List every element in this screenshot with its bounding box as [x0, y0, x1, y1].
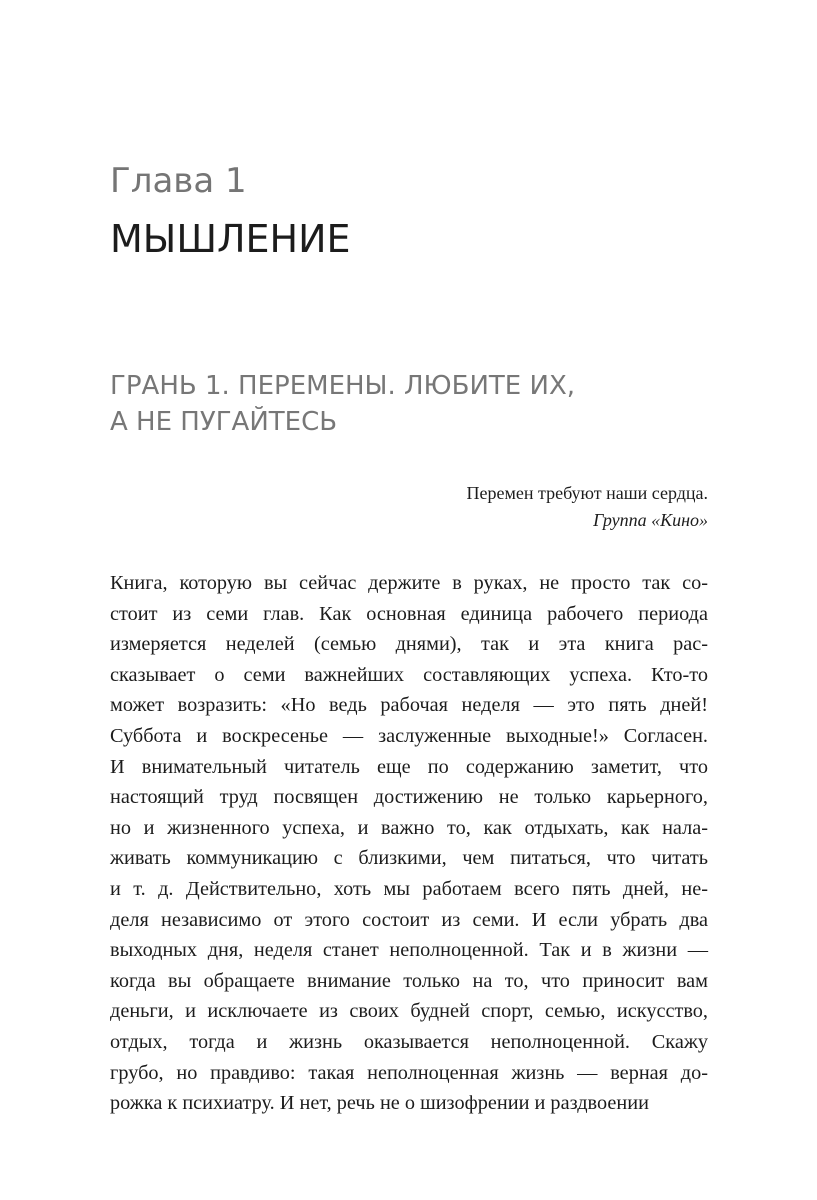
body-line: может возразить: «Но ведь рабочая неделя — это пять дней! — [110, 694, 708, 717]
epigraph-quote: Перемен требуют наши сердца. — [466, 483, 708, 503]
epigraph-author: Группа «Кино» — [593, 510, 708, 530]
body-line: но и жизненного успеха, и важно то, как отдыхать, как нала- — [110, 816, 708, 839]
body-line: отдых, тогда и жизнь оказывается неполноценной. Скажу — [110, 1030, 708, 1053]
body-line: стоит из семи глав. Как основная единица рабочего периода — [110, 602, 708, 625]
body-line: И внимательный читатель еще по содержанию заметит, что — [110, 755, 708, 778]
section-title-line: ГРАНЬ 1. ПЕРЕМЕНЫ. ЛЮБИТЕ ИХ, — [110, 371, 576, 401]
chapter-label: Глава 1 — [110, 161, 247, 201]
section-title-line: А НЕ ПУГАЙТЕСЬ — [110, 407, 338, 437]
body-line: измеряется неделей (семью днями), так и эта книга рас- — [110, 633, 708, 656]
body-line: Книга, которую вы сейчас держите в руках, не просто так со- — [110, 572, 708, 594]
body-text — [110, 568, 708, 1119]
body-line: и т. д. Действительно, хоть мы работаем всего пять дней, не- — [110, 877, 708, 900]
body-line: деньги, и исключаете из своих будней спорт, семью, искусство, — [110, 1000, 708, 1023]
body-line: живать коммуникацию с близкими, чем питаться, что читать — [110, 847, 708, 870]
body-line: сказывает о семи важнейших составляющих успеха. Кто-то — [110, 663, 708, 686]
epigraph — [300, 480, 708, 534]
body-line: Суббота и воскресенье — заслуженные выходные!» Согласен. — [110, 724, 708, 747]
body-line: грубо, но правдиво: такая неполноценная жизнь — верная до- — [110, 1061, 708, 1084]
body-line: деля независимо от этого состоит из семи. И если убрать два — [110, 908, 708, 931]
body-line: настоящий труд посвящен достижению не только карьерного, — [110, 786, 708, 809]
body-line: рожка к психиатру. И нет, речь не о шизофрении и раздвоении — [110, 1092, 649, 1115]
body-line: когда вы обращаете внимание только на то, что приносит вам — [110, 969, 708, 992]
section-title — [110, 368, 730, 440]
chapter-title: МЫШЛЕНИЕ — [110, 217, 351, 261]
body-line: выходных дня, неделя станет неполноценной. Так и в жизни — — [110, 939, 708, 962]
